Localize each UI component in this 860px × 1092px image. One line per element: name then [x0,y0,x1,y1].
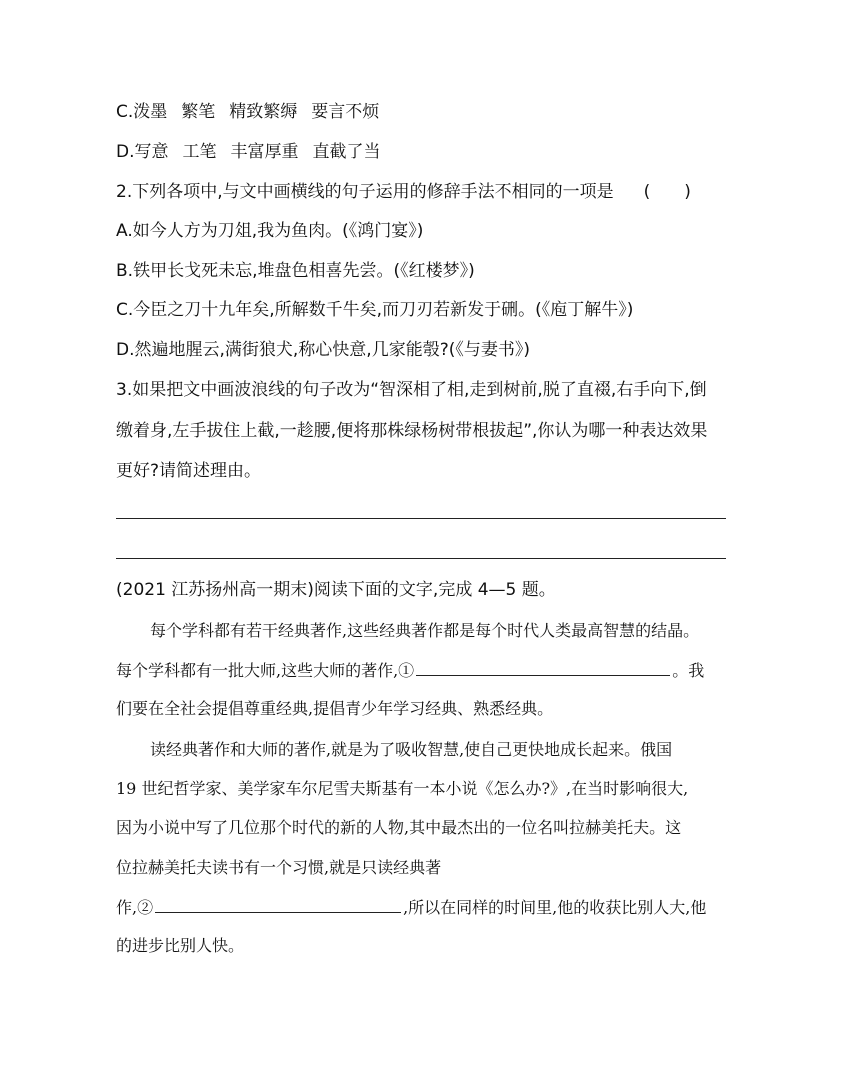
option-item: 要言不烦 [311,102,380,122]
fill-blank-1[interactable] [416,659,670,676]
passage-p2-line-2: 19 世纪哲学家、美学家车尔尼雪夫斯基有一本小说《怎么办?》,在当时影响很大, [116,779,689,798]
q2-option-a: A.如今人方为刀俎,我为鱼肉。(《鸿门宴》) [116,221,424,241]
q2-option-d: D.然遍地腥云,满街狼犬,称心快意,几家能彀?(《与妻书》) [116,340,530,360]
option-item: 工笔 [182,142,217,162]
passage-p2-line-1: 读经典著作和大师的著作,就是为了吸收智慧,使自己更快地成长起来。俄国 [150,740,673,759]
option-item: 丰富厚重 [230,142,299,162]
passage-text: ,所以在同样的时间里,他的收获比别人大,他 [403,898,707,917]
q3-line-2: 缴着身,左手拔住上截,一趁腰,便将那株绿杨树带根拔起”,你认为哪一种表达效果 [116,421,708,441]
option-item: 繁笔 [181,102,216,122]
passage-source: (2021 江苏扬州高一期末)阅读下面的文字,完成 4—5 题。 [116,580,556,600]
option-label: D. [116,142,135,162]
answer-line-2[interactable] [116,558,726,559]
passage-text: 。我 [672,661,705,680]
passage-text: 每个学科都有一批大师,这些大师的著作,① [116,661,415,680]
passage-p1-line-2 [116,659,704,682]
q1-option-c [116,101,379,123]
q2-option-c: C.今臣之刀十九年矣,所解数千牛矣,而刀刃若新发于硎。(《庖丁解牛》) [116,300,634,320]
passage-p2-line-3: 因为小说中写了几位那个时代的新的人物,其中最杰出的一位名叫拉赫美托夫。这 [116,818,682,837]
option-item: 精致繁缛 [229,102,298,122]
option-item: 直截了当 [312,142,381,162]
q1-option-d [116,141,381,163]
passage-p2-line-5 [116,896,706,919]
q3-line-3: 更好?请简述理由。 [116,461,262,481]
answer-paren: ( ) [643,182,691,202]
option-item: 泼墨 [133,102,168,122]
passage-p1-line-3: 们要在全社会提倡尊重经典,提倡青少年学习经典、熟悉经典。 [116,699,554,718]
fill-blank-2[interactable] [155,896,401,913]
passage-p1-line-1: 每个学科都有若干经典著作,这些经典著作都是每个时代人类最高智慧的结晶。 [150,621,700,640]
passage-p2-line-6: 的进步比别人快。 [116,936,245,955]
option-item: 写意 [134,142,169,162]
q2-stem [116,181,691,203]
question-text: 2.下列各项中,与文中画横线的句子运用的修辞手法不相同的一项是 [116,182,614,202]
passage-p2-line-4: 位拉赫美托夫读书有一个习惯,就是只读经典著 [116,858,442,877]
passage-text: 作,② [116,898,154,917]
option-label: C. [116,102,134,122]
answer-line-1[interactable] [116,518,726,519]
q3-line-1: 3.如果把文中画波浪线的句子改为“智深相了相,走到树前,脱了直裰,右手向下,倒 [116,380,707,400]
q2-option-b: B.铁甲长戈死未忘,堆盘色相喜先尝。(《红楼梦》) [116,261,475,281]
